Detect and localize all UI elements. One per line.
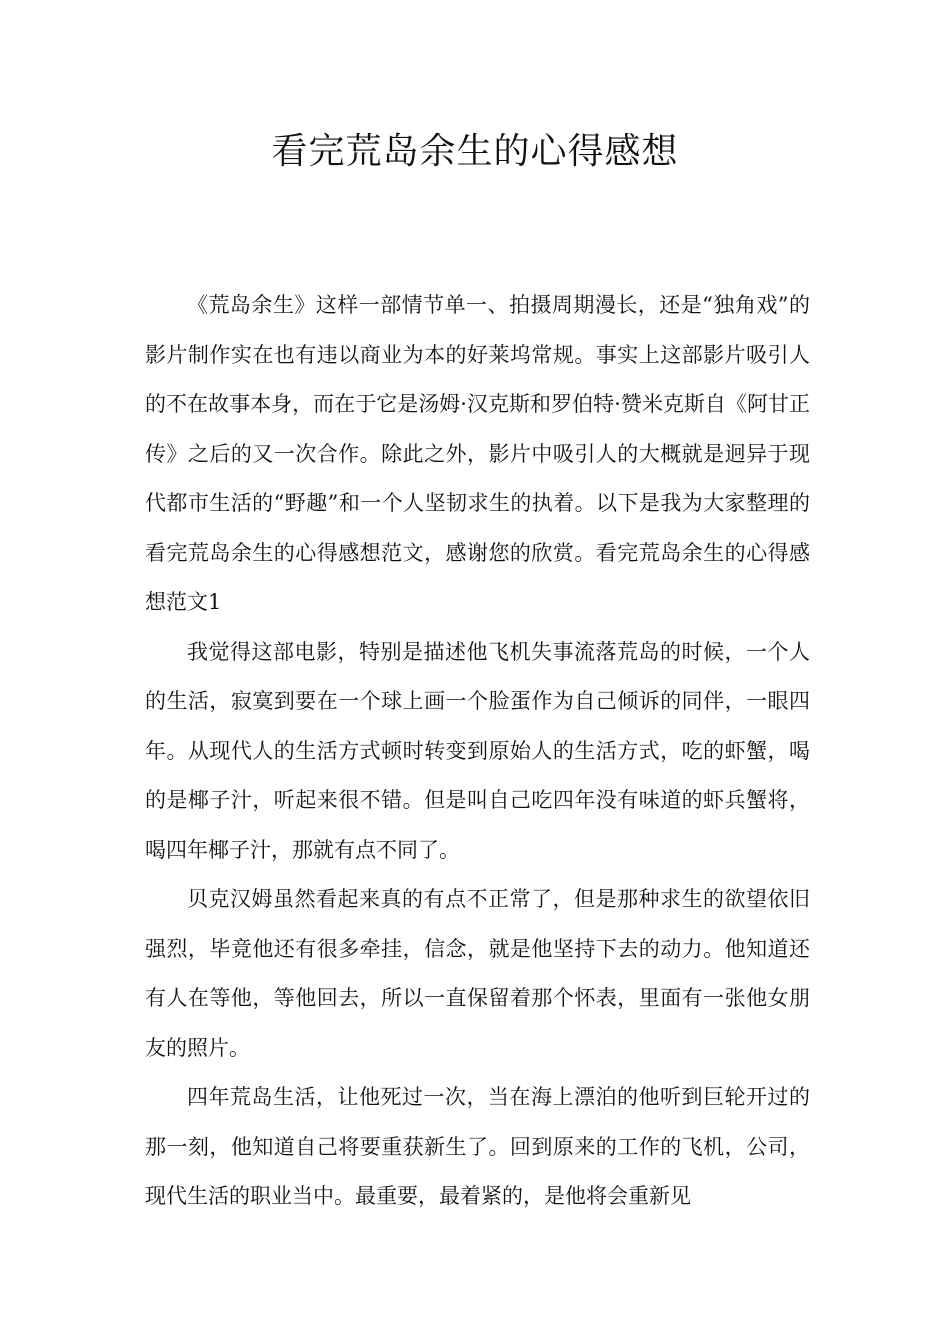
paragraph-4: 四年荒岛生活，让他死过一次，当在海上漂泊的他听到巨轮开过的那一刻，他知道自己将要重获新生了。回到原来的工作的飞机，公司，现代生活的职业当中。最重要，最着紧的，是他将会重新见 [145,1085,810,1208]
paragraph-1: 《荒岛余生》这样一部情节单一、拍摄周期漫长，还是“独角戏”的影片制作实在也有违以商业为本的好莱坞常规。事实上这部影片吸引人的不在故事本身，而在于它是汤姆·汉克斯和罗伯特·赞米克斯自《阿甘正传》之后的又一次合作。除此之外，影片中吸引人的大概就是迥异于现代都市生活的“野趣”和一个人坚韧求生的执着。以下是我为大家整理的看完荒岛余生的心得感想范文，感谢您的欣赏。看完荒岛余生的心得感想范文1 [145,293,810,614]
document-body [145,281,810,1222]
paragraph-3: 贝克汉姆虽然看起来真的有点不正常了，但是那种求生的欲望依旧强烈，毕竟他还有很多牵挂，信念，就是他坚持下去的动力。他知道还有人在等他，等他回去，所以一直保留着那个怀表，里面有一张他女朋友的照片。 [145,887,810,1060]
paragraph-2: 我觉得这部电影，特别是描述他飞机失事流落荒岛的时候，一个人的生活，寂寞到要在一个球上画一个脸蛋作为自己倾诉的同伴，一眼四年。从现代人的生活方式顿时转变到原始人的生活方式，吃的虾蟹，喝的是椰子汁，听起来很不错。但是叫自己吃四年没有味道的虾兵蟹将，喝四年椰子汁，那就有点不同了。 [145,639,810,862]
document-title: 看完荒岛余生的心得感想 [271,131,679,172]
